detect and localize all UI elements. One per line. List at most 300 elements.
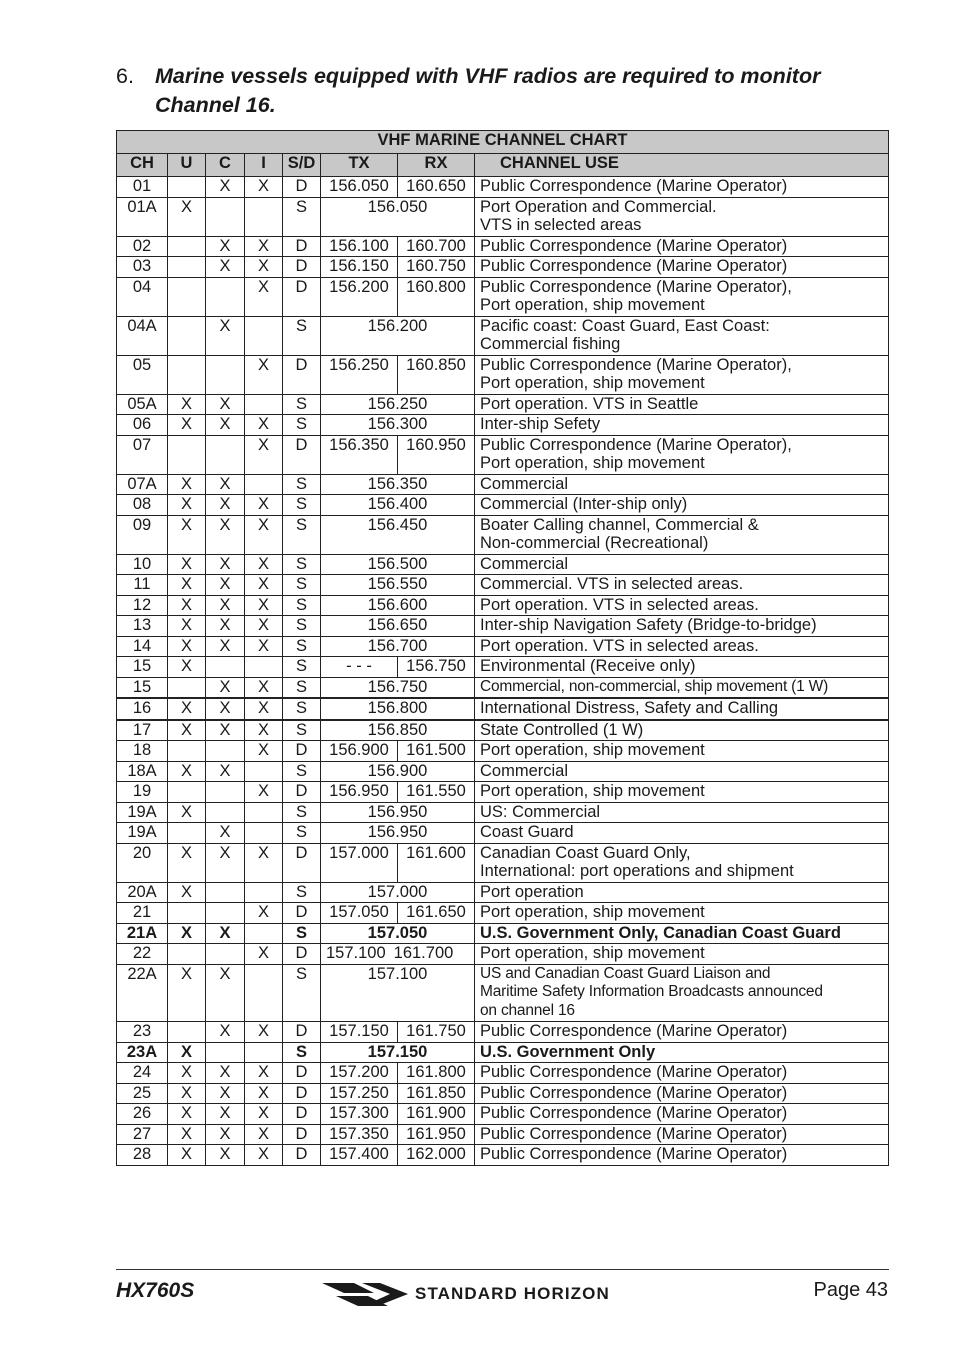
international-cell: X: [245, 944, 283, 965]
channel-cell: 11: [117, 575, 168, 596]
international-cell: X: [245, 177, 283, 198]
international-cell: X: [245, 741, 283, 762]
channel-use-cell: [475, 1042, 889, 1063]
channel-cell: 14: [117, 636, 168, 657]
simplex-duplex-cell: D: [283, 277, 321, 316]
frequency-cell: 157.150: [321, 1042, 475, 1063]
channel-use-line: Inter-ship Sefety: [480, 415, 601, 433]
rx-frequency: 161.700: [393, 944, 454, 962]
channel-use-cell: [475, 515, 889, 554]
frequency-cell: 156.850: [321, 720, 475, 741]
canada-cell: X: [206, 677, 245, 698]
us-cell: X: [168, 1124, 206, 1145]
channel-use-cell: [475, 657, 889, 678]
channel-use-cell: [475, 257, 889, 278]
table-row: [117, 964, 889, 1022]
us-cell: X: [168, 964, 206, 1022]
tx-cell: 156.250: [321, 355, 398, 394]
us-cell: X: [168, 616, 206, 637]
column-header: CH: [117, 154, 168, 177]
simplex-duplex-cell: S: [283, 515, 321, 554]
channel-use-cell: [475, 923, 889, 944]
channel-use-cell: [475, 698, 889, 720]
channel-use-cell: [475, 394, 889, 415]
canada-cell: X: [206, 1104, 245, 1125]
simplex-duplex-cell: D: [283, 843, 321, 882]
channel-cell: 03: [117, 257, 168, 278]
tx-cell: 157.300: [321, 1104, 398, 1125]
channel-cell: 13: [117, 616, 168, 637]
table-row: [117, 1063, 889, 1084]
brand-logo: [322, 1280, 686, 1310]
rx-cell: 160.650: [398, 177, 475, 198]
channel-use-cell: [475, 495, 889, 516]
us-cell: X: [168, 923, 206, 944]
channel-use-cell: [475, 1063, 889, 1084]
channel-use-line: Non-commercial (Recreational): [480, 534, 709, 552]
us-cell: [168, 1022, 206, 1043]
channel-use-line: International: port operations and shipment: [480, 862, 794, 880]
channel-cell: 23A: [117, 1042, 168, 1063]
channel-use-line: Inter-ship Navigation Safety (Bridge-to-bridge): [480, 616, 817, 634]
frequency-cell: 156.650: [321, 616, 475, 637]
us-cell: X: [168, 1042, 206, 1063]
rx-cell: 161.950: [398, 1124, 475, 1145]
table-row: [117, 1104, 889, 1125]
channel-use-line: Port operation, ship movement: [480, 741, 705, 759]
channel-cell: 15: [117, 677, 168, 698]
channel-use-cell: [475, 1083, 889, 1104]
channel-use-line: Public Correspondence (Marine Operator): [480, 236, 788, 255]
frequency-cell: 157.100: [321, 964, 475, 1022]
brand-name: STANDARD HORIZON: [415, 1284, 610, 1303]
frequency-cell: 156.800: [321, 698, 475, 720]
channel-cell: 07: [117, 435, 168, 474]
channel-use-cell: [475, 197, 889, 236]
channel-cell: 12: [117, 595, 168, 616]
rx-cell: 160.800: [398, 277, 475, 316]
us-cell: [168, 257, 206, 278]
channel-use-cell: [475, 616, 889, 637]
us-cell: X: [168, 495, 206, 516]
canada-cell: X: [206, 843, 245, 882]
channel-cell: 19A: [117, 802, 168, 823]
tx-cell: 156.350: [321, 435, 398, 474]
international-cell: X: [245, 1063, 283, 1084]
channel-use-line: International Distress, Safety and Calling: [480, 699, 779, 717]
channel-use-line: Public Correspondence (Marine Operator): [480, 1145, 788, 1163]
simplex-duplex-cell: D: [283, 782, 321, 803]
tx-cell: 157.200: [321, 1063, 398, 1084]
international-cell: [245, 964, 283, 1022]
channel-use-line: U.S. Government Only: [480, 1042, 656, 1061]
channel-use-line: Boater Calling channel, Commercial &: [480, 515, 759, 534]
simplex-duplex-cell: S: [283, 316, 321, 355]
table-row: [117, 636, 889, 657]
channel-use-cell: [475, 882, 889, 903]
channel-use-cell: [475, 415, 889, 436]
canada-cell: [206, 882, 245, 903]
channel-cell: 20A: [117, 882, 168, 903]
canada-cell: X: [206, 575, 245, 596]
frequency-cell: 156.900: [321, 761, 475, 782]
frequency-cell: 156.550: [321, 575, 475, 596]
channel-use-cell: [475, 720, 889, 741]
channel-cell: 07A: [117, 474, 168, 495]
table-row: [117, 657, 889, 678]
canada-cell: [206, 741, 245, 762]
canada-cell: X: [206, 474, 245, 495]
channel-cell: 23: [117, 1022, 168, 1043]
channel-use-cell: [475, 1104, 889, 1125]
channel-use-line: Port operation, ship movement: [480, 374, 705, 392]
international-cell: X: [245, 843, 283, 882]
channel-cell: 18A: [117, 761, 168, 782]
us-cell: X: [168, 554, 206, 575]
column-header: I: [245, 154, 283, 177]
channel-cell: 24: [117, 1063, 168, 1084]
us-cell: [168, 277, 206, 316]
us-cell: X: [168, 394, 206, 415]
frequency-cell: 156.600: [321, 595, 475, 616]
simplex-duplex-cell: D: [283, 236, 321, 257]
channel-use-line: Port Operation and Commercial.: [480, 197, 717, 216]
table-row: [117, 882, 889, 903]
table-row: [117, 720, 889, 741]
canada-cell: X: [206, 964, 245, 1022]
frequency-cell: 156.300: [321, 415, 475, 436]
section-heading: [116, 62, 896, 120]
simplex-duplex-cell: S: [283, 575, 321, 596]
international-cell: [245, 394, 283, 415]
channel-use-line: Coast Guard: [480, 823, 574, 841]
simplex-duplex-cell: D: [283, 903, 321, 924]
channel-use-line: VTS in selected areas: [480, 216, 642, 234]
channel-use-line: Port operation. VTS in selected areas.: [480, 636, 759, 655]
tx-cell: - - -: [321, 657, 398, 678]
channel-cell: 15: [117, 657, 168, 678]
frequency-cell: 156.700: [321, 636, 475, 657]
table-row: [117, 698, 889, 720]
canada-cell: X: [206, 415, 245, 436]
simplex-duplex-cell: D: [283, 1145, 321, 1166]
canada-cell: [206, 944, 245, 965]
channel-use-line: Commercial fishing: [480, 335, 621, 353]
channel-cell: 21A: [117, 923, 168, 944]
international-cell: [245, 761, 283, 782]
international-cell: X: [245, 277, 283, 316]
heading-number: 6.: [116, 64, 134, 88]
channel-use-line: US: Commercial: [480, 802, 601, 821]
rx-cell: 161.650: [398, 903, 475, 924]
channel-use-line: State Controlled (1 W): [480, 720, 644, 739]
us-cell: X: [168, 575, 206, 596]
channel-use-cell: [475, 316, 889, 355]
channel-use-cell: [475, 435, 889, 474]
table-row: [117, 515, 889, 554]
channel-use-cell: [475, 236, 889, 257]
international-cell: X: [245, 636, 283, 657]
channel-cell: 22: [117, 944, 168, 965]
channel-use-line: Public Correspondence (Marine Operator): [480, 1083, 788, 1102]
channel-use-line: Port operation, ship movement: [480, 944, 705, 962]
channel-use-line: Port operation. VTS in Seattle: [480, 394, 699, 413]
simplex-duplex-cell: D: [283, 1104, 321, 1125]
page-number: Page 43: [813, 1279, 888, 1301]
heading-text: Marine vessels equipped with VHF radios are required to monitor Channel 16.: [155, 64, 821, 117]
us-cell: [168, 355, 206, 394]
us-cell: X: [168, 474, 206, 495]
canada-cell: [206, 355, 245, 394]
us-cell: [168, 944, 206, 965]
us-cell: X: [168, 197, 206, 236]
canada-cell: X: [206, 616, 245, 637]
channel-cell: 20: [117, 843, 168, 882]
simplex-duplex-cell: S: [283, 616, 321, 637]
international-cell: X: [245, 616, 283, 637]
channel-use-line: Public Correspondence (Marine Operator): [480, 1124, 788, 1143]
international-cell: X: [245, 1022, 283, 1043]
us-cell: X: [168, 720, 206, 741]
table-row: [117, 435, 889, 474]
table-row: [117, 236, 889, 257]
simplex-duplex-cell: S: [283, 964, 321, 1022]
channel-use-line: Public Correspondence (Marine Operator),: [480, 435, 792, 454]
simplex-duplex-cell: S: [283, 823, 321, 844]
rx-cell: 161.500: [398, 741, 475, 762]
us-cell: X: [168, 843, 206, 882]
canada-cell: X: [206, 720, 245, 741]
table-row: [117, 355, 889, 394]
us-cell: X: [168, 1063, 206, 1084]
channel-cell: 02: [117, 236, 168, 257]
column-header-row: [117, 154, 889, 177]
canada-cell: X: [206, 554, 245, 575]
us-cell: X: [168, 1104, 206, 1125]
us-cell: [168, 177, 206, 198]
international-cell: [245, 823, 283, 844]
frequency-cell: 156.050: [321, 197, 475, 236]
table-row: [117, 761, 889, 782]
international-cell: X: [245, 575, 283, 596]
us-cell: [168, 823, 206, 844]
frequency-cell: 156.350: [321, 474, 475, 495]
international-cell: X: [245, 903, 283, 924]
table-row: [117, 257, 889, 278]
channel-cell: 04: [117, 277, 168, 316]
tx-cell: 156.100: [321, 236, 398, 257]
simplex-duplex-cell: D: [283, 1022, 321, 1043]
rx-cell: 161.600: [398, 843, 475, 882]
channel-use-line: Pacific coast: Coast Guard, East Coast:: [480, 316, 770, 335]
channel-use-line: Port operation. VTS in selected areas.: [480, 595, 759, 614]
channel-use-line: Canadian Coast Guard Only,: [480, 843, 691, 862]
column-header: RX: [398, 154, 475, 177]
simplex-duplex-cell: D: [283, 1063, 321, 1084]
channel-use-cell: [475, 843, 889, 882]
simplex-duplex-cell: S: [283, 636, 321, 657]
simplex-duplex-cell: S: [283, 698, 321, 720]
simplex-duplex-cell: S: [283, 761, 321, 782]
canada-cell: X: [206, 1083, 245, 1104]
us-cell: [168, 236, 206, 257]
channel-use-line: Commercial: [480, 554, 569, 573]
us-cell: [168, 782, 206, 803]
international-cell: X: [245, 1145, 283, 1166]
channel-cell: 21: [117, 903, 168, 924]
table-row: [117, 1022, 889, 1043]
channel-use-line: Commercial. VTS in selected areas.: [480, 575, 744, 593]
tx-cell: 157.250: [321, 1083, 398, 1104]
frequency-cell: 156.450: [321, 515, 475, 554]
channel-cell: 26: [117, 1104, 168, 1125]
canada-cell: [206, 903, 245, 924]
table-row: [117, 1145, 889, 1166]
vhf-channel-chart: [116, 130, 889, 1166]
frequency-cell: 156.200: [321, 316, 475, 355]
international-cell: X: [245, 515, 283, 554]
canada-cell: X: [206, 495, 245, 516]
rx-cell: 161.750: [398, 1022, 475, 1043]
column-header: CHANNEL USE: [475, 154, 889, 177]
channel-use-cell: [475, 355, 889, 394]
chart-body: [117, 177, 889, 1166]
simplex-duplex-cell: S: [283, 677, 321, 698]
tx-cell: 157.050: [321, 903, 398, 924]
channel-cell: 06: [117, 415, 168, 436]
channel-cell: 04A: [117, 316, 168, 355]
simplex-duplex-cell: D: [283, 741, 321, 762]
international-cell: X: [245, 1104, 283, 1125]
simplex-duplex-cell: D: [283, 1124, 321, 1145]
canada-cell: [206, 657, 245, 678]
table-row: [117, 394, 889, 415]
frequency-cell: 156.950: [321, 802, 475, 823]
simplex-duplex-cell: S: [283, 394, 321, 415]
international-cell: X: [245, 720, 283, 741]
channel-use-line: Public Correspondence (Marine Operator): [480, 177, 788, 195]
channel-use-cell: [475, 741, 889, 762]
channel-use-cell: [475, 823, 889, 844]
frequency-cell: 156.400: [321, 495, 475, 516]
tx-cell: 157.400: [321, 1145, 398, 1166]
us-cell: X: [168, 1145, 206, 1166]
canada-cell: X: [206, 1022, 245, 1043]
us-cell: X: [168, 761, 206, 782]
channel-use-cell: [475, 964, 889, 1022]
table-row: [117, 595, 889, 616]
international-cell: [245, 923, 283, 944]
table-row: [117, 197, 889, 236]
us-cell: X: [168, 595, 206, 616]
channel-use-line: Commercial (Inter-ship only): [480, 495, 688, 513]
rx-cell: 160.700: [398, 236, 475, 257]
channel-cell: 05: [117, 355, 168, 394]
canada-cell: X: [206, 761, 245, 782]
channel-use-cell: [475, 177, 889, 198]
international-cell: X: [245, 236, 283, 257]
column-header: U: [168, 154, 206, 177]
tx-cell: 156.200: [321, 277, 398, 316]
frequency-cell: 157.050: [321, 923, 475, 944]
international-cell: [245, 474, 283, 495]
channel-use-line: Port operation, ship movement: [480, 296, 705, 314]
us-cell: [168, 741, 206, 762]
canada-cell: X: [206, 394, 245, 415]
channel-use-cell: [475, 677, 889, 698]
international-cell: X: [245, 782, 283, 803]
channel-use-line: Port operation, ship movement: [480, 454, 705, 472]
international-cell: X: [245, 415, 283, 436]
channel-use-line: U.S. Government Only, Canadian Coast Guard: [480, 923, 841, 942]
channel-use-line: US and Canadian Coast Guard Liaison and: [480, 964, 771, 982]
simplex-duplex-cell: S: [283, 415, 321, 436]
table-row: [117, 1042, 889, 1063]
simplex-duplex-cell: S: [283, 495, 321, 516]
frequency-cell: 156.250: [321, 394, 475, 415]
simplex-duplex-cell: D: [283, 1083, 321, 1104]
canada-cell: [206, 1042, 245, 1063]
channel-cell: 28: [117, 1145, 168, 1166]
simplex-duplex-cell: D: [283, 944, 321, 965]
international-cell: X: [245, 677, 283, 698]
table-row: [117, 802, 889, 823]
channel-cell: 05A: [117, 394, 168, 415]
international-cell: X: [245, 435, 283, 474]
rx-cell: 161.850: [398, 1083, 475, 1104]
table-row: [117, 575, 889, 596]
rx-cell: 156.750: [398, 657, 475, 678]
canada-cell: [206, 277, 245, 316]
international-cell: X: [245, 495, 283, 516]
simplex-duplex-cell: D: [283, 355, 321, 394]
channel-cell: 22A: [117, 964, 168, 1022]
table-row: [117, 1124, 889, 1145]
tx-cell: 156.950: [321, 782, 398, 803]
table-row: [117, 1083, 889, 1104]
canada-cell: X: [206, 177, 245, 198]
channel-use-line: on channel 16: [480, 1001, 575, 1019]
canada-cell: [206, 802, 245, 823]
channel-cell: 27: [117, 1124, 168, 1145]
channel-use-cell: [475, 575, 889, 596]
column-header: S/D: [283, 154, 321, 177]
international-cell: X: [245, 595, 283, 616]
international-cell: X: [245, 257, 283, 278]
chart-title: VHF MARINE CHANNEL CHART: [117, 131, 889, 154]
channel-use-line: Commercial: [480, 474, 569, 493]
us-cell: X: [168, 698, 206, 720]
us-cell: X: [168, 882, 206, 903]
frequency-cell: [321, 944, 475, 965]
table-row: [117, 923, 889, 944]
table-row: [117, 944, 889, 965]
table-row: [117, 495, 889, 516]
channel-use-cell: [475, 554, 889, 575]
channel-cell: 18: [117, 741, 168, 762]
channel-cell: 25: [117, 1083, 168, 1104]
channel-use-cell: [475, 761, 889, 782]
channel-use-line: Public Correspondence (Marine Operator): [480, 1104, 788, 1122]
channel-use-line: Public Correspondence (Marine Operator),: [480, 355, 792, 374]
us-cell: X: [168, 657, 206, 678]
simplex-duplex-cell: S: [283, 720, 321, 741]
rx-cell: 161.550: [398, 782, 475, 803]
simplex-duplex-cell: S: [283, 802, 321, 823]
us-cell: [168, 677, 206, 698]
us-cell: X: [168, 802, 206, 823]
canada-cell: X: [206, 923, 245, 944]
